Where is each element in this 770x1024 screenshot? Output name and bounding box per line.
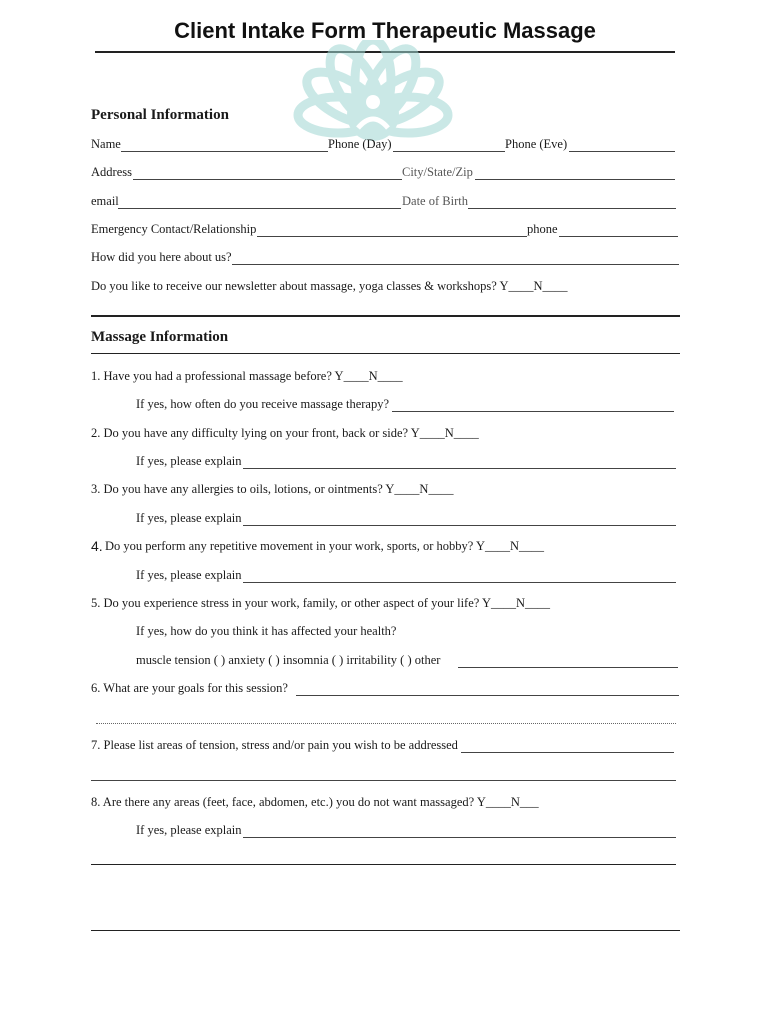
question-1-followup-label: If yes, how often do you receive massage therapy?	[136, 397, 390, 411]
question-6-field[interactable]	[296, 695, 679, 696]
question-7: 7. Please list areas of tension, stress and/or pain you wish to be addressed	[91, 738, 458, 752]
personal-info-heading: Personal Information	[91, 107, 229, 123]
section-divider	[91, 315, 680, 317]
emergency-phone-label: phone	[527, 222, 558, 236]
referral-label: How did you here about us?	[91, 250, 232, 264]
question-4-number: 4.	[91, 538, 103, 554]
question-8-explain-label: If yes, please explain	[136, 823, 242, 837]
emergency-contact-label: Emergency Contact/Relationship	[91, 222, 257, 236]
phone-eve-field[interactable]	[569, 151, 675, 152]
name-label: Name	[91, 137, 121, 151]
phone-day-field[interactable]	[393, 151, 505, 152]
question-3-explain-label: If yes, please explain	[136, 511, 242, 525]
newsletter-question[interactable]: Do you like to receive our newsletter about massage, yoga classes & workshops? Y____N____	[91, 279, 568, 293]
email-field[interactable]	[118, 208, 401, 209]
question-4-explain-field[interactable]	[243, 582, 676, 583]
notes-line-2[interactable]	[91, 930, 680, 931]
question-8[interactable]: 8. Are there any areas (feet, face, abdomen, etc.) you do not want massaged? Y____N___	[91, 795, 539, 809]
question-2[interactable]: 2. Do you have any difficulty lying on your front, back or side? Y____N____	[91, 426, 479, 440]
address-label: Address	[91, 165, 132, 179]
question-6: 6. What are your goals for this session?	[91, 681, 288, 695]
question-5-options[interactable]: muscle tension ( ) anxiety ( ) insomnia ( ) irritability ( ) other	[136, 653, 441, 667]
dob-field[interactable]	[468, 208, 676, 209]
massage-info-heading: Massage Information	[91, 329, 229, 345]
question-1-followup-field[interactable]	[392, 411, 674, 412]
form-title: Client Intake Form Therapeutic Massage	[174, 18, 596, 43]
question-8-explain-field[interactable]	[243, 837, 676, 838]
dob-label: Date of Birth	[402, 194, 468, 208]
emergency-phone-field[interactable]	[559, 236, 678, 237]
question-5-followup-label: If yes, how do you think it has affected your health?	[136, 624, 397, 638]
question-4-explain-label: If yes, please explain	[136, 568, 242, 582]
address-field[interactable]	[133, 179, 402, 180]
question-5-other-field[interactable]	[458, 667, 678, 668]
question-2-explain-label: If yes, please explain	[136, 454, 242, 468]
referral-field[interactable]	[232, 264, 679, 265]
question-2-explain-field[interactable]	[243, 468, 676, 469]
city-state-zip-field[interactable]	[475, 179, 675, 180]
emergency-contact-field[interactable]	[257, 236, 527, 237]
question-3-explain-field[interactable]	[243, 525, 676, 526]
question-4[interactable]: Do you perform any repetitive movement in your work, sports, or hobby? Y____N____	[105, 539, 545, 553]
question-7-field-extra[interactable]	[91, 780, 676, 781]
phone-eve-label: Phone (Eve)	[505, 137, 568, 151]
question-3[interactable]: 3. Do you have any allergies to oils, lotions, or ointments? Y____N____	[91, 482, 454, 496]
name-field[interactable]	[121, 151, 328, 152]
phone-day-label: Phone (Day)	[328, 137, 392, 151]
email-label: email	[91, 194, 119, 208]
massage-heading-divider	[91, 353, 680, 354]
question-7-field[interactable]	[461, 752, 674, 753]
notes-line-1[interactable]	[91, 864, 676, 865]
question-1[interactable]: 1. Have you had a professional massage before? Y____N____	[91, 369, 403, 383]
question-6-field-extra[interactable]	[96, 723, 676, 724]
city-state-zip-label: City/State/Zip	[402, 165, 473, 179]
question-5[interactable]: 5. Do you experience stress in your work, family, or other aspect of your life? Y____N____	[91, 596, 551, 610]
